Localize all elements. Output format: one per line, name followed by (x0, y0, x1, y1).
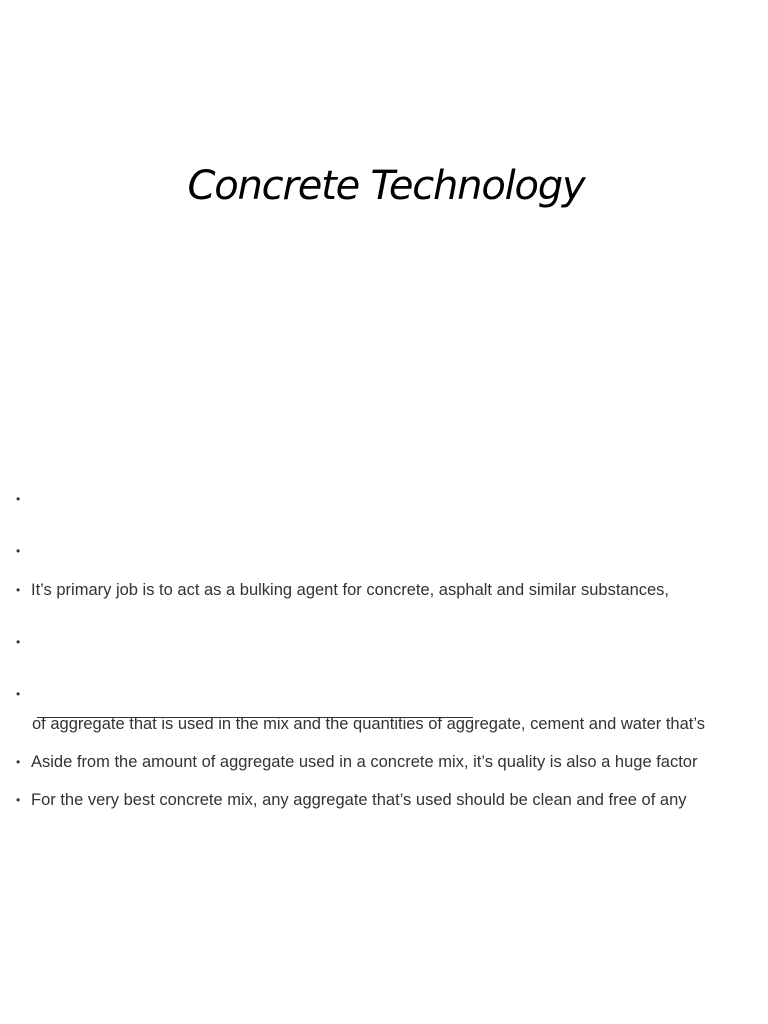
bullet-icon: • (16, 687, 21, 701)
bullet-text: For the very best concrete mix, any aggregate that’s used should be clean and free of any (31, 791, 687, 809)
bullet-icon: • (16, 492, 21, 506)
bullet-icon: • (16, 635, 21, 649)
list-item (0, 631, 768, 653)
bullet-icon: • (16, 583, 21, 597)
bullet-text: Aside from the amount of aggregate used in a concrete mix, it’s quality is also a huge factor (31, 753, 698, 771)
bullet-icon: • (16, 544, 21, 558)
list-item (0, 789, 768, 811)
slide-title: Concrete Technology (187, 163, 585, 209)
list-item (0, 488, 768, 510)
bullet-icon: • (16, 793, 21, 807)
continuation-text: of aggregate that is used in the mix and the quantities of aggregate, cement and water that’s (32, 715, 705, 733)
list-item (0, 579, 768, 601)
list-item (0, 751, 768, 773)
list-item (0, 683, 768, 705)
bullet-icon: • (16, 755, 21, 769)
list-item (0, 540, 768, 562)
bullet-text: It’s primary job is to act as a bulking agent for concrete, asphalt and similar substances, (31, 581, 670, 599)
